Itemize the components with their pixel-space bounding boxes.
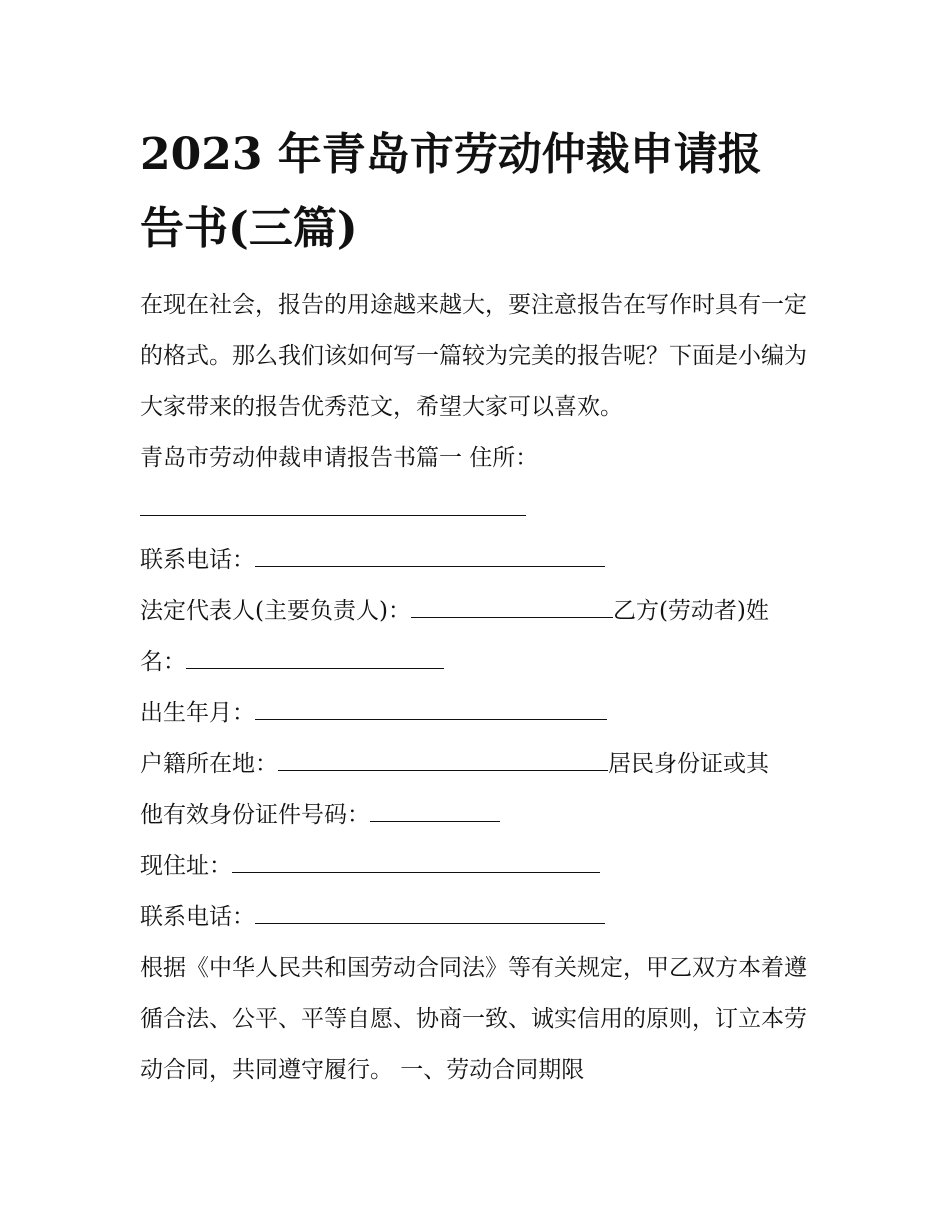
- household-blank[interactable]: [278, 746, 608, 771]
- phone-blank-2[interactable]: [255, 899, 605, 924]
- id-label-b: 他有效身份证件号码：: [140, 802, 370, 828]
- address-blank[interactable]: [140, 491, 526, 516]
- document-title: [140, 118, 820, 266]
- intro-paragraph: 在现在社会，报告的用途越来越大，要注意报告在写作时具有一定的格式。那么我们该如何写一篇较为完美的报告呢？下面是小编为大家带来的报告优秀范文，希望大家可以喜欢。: [140, 292, 807, 420]
- current-address-line: [140, 841, 820, 892]
- current-address-label: 现住址：: [140, 853, 232, 879]
- phone-label-1: 联系电话：: [140, 547, 255, 573]
- birth-label: 出生年月：: [140, 700, 255, 726]
- name-blank[interactable]: [186, 644, 444, 669]
- current-address-blank[interactable]: [232, 848, 600, 873]
- household-label: 户籍所在地：: [140, 751, 278, 777]
- party-b-name-label-b: 名：: [140, 649, 186, 675]
- phone-blank-1[interactable]: [255, 542, 605, 567]
- birth-line: [140, 688, 820, 739]
- legal-rep-line: [140, 586, 820, 637]
- id-line: [140, 790, 820, 841]
- section-heading: [140, 433, 820, 484]
- household-line: [140, 739, 820, 790]
- name-line: [140, 637, 820, 688]
- phone-line-2: [140, 892, 820, 943]
- birth-blank[interactable]: [255, 695, 607, 720]
- party-b-name-label-a: 乙方(劳动者)姓: [612, 598, 769, 624]
- body-paragraph: 根据《中华人民共和国劳动合同法》等有关规定，甲乙双方本着遵循合法、公平、平等自愿、协商一致、诚实信用的原则，订立本劳动合同，共同遵守履行。 一、劳动合同期限: [140, 955, 807, 1083]
- document-page: [140, 118, 820, 1096]
- phone-line-1: [140, 535, 820, 586]
- id-blank[interactable]: [370, 797, 500, 822]
- title-line-1: 2023 年青岛市劳动仲裁申请报: [140, 129, 762, 180]
- phone-label-2: 联系电话：: [140, 904, 255, 930]
- legal-rep-label: 法定代表人(主要负责人)：: [140, 598, 411, 624]
- id-label-a: 居民身份证或其: [608, 751, 769, 777]
- legal-rep-blank[interactable]: [411, 593, 613, 618]
- address-blank-line: [140, 484, 820, 535]
- section-heading-text: 青岛市劳动仲裁申请报告书篇一 住所：: [140, 445, 539, 471]
- title-line-2: 告书(三篇): [140, 203, 358, 254]
